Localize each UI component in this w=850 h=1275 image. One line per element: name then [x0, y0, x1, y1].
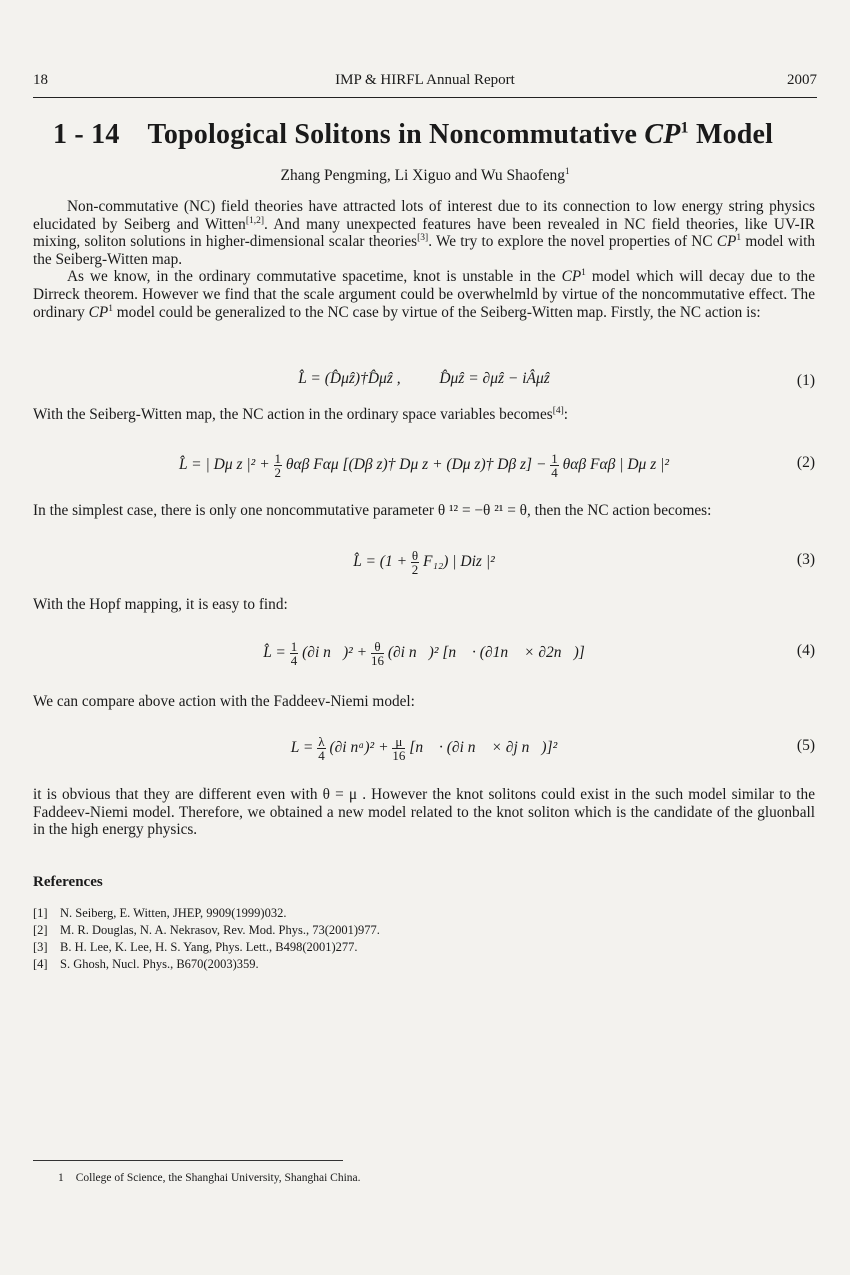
reference-item: [4] S. Ghosh, Nucl. Phys., B670(2003)359. — [33, 957, 259, 971]
report-year: 2007 — [787, 72, 817, 88]
title-cp: CP — [644, 119, 681, 150]
footnote-text: College of Science, the Shanghai University, Shanghai China. — [75, 1172, 361, 1184]
header-rule — [33, 97, 817, 98]
paragraph-6: We can compare above action with the Faddeev-Niemi model: — [33, 693, 415, 710]
footnote-rule — [33, 1160, 343, 1161]
journal-title: IMP & HIRFL Annual Report — [335, 72, 515, 88]
paragraph-4: In the simplest case, there is only one noncommutative parameter θ ¹² = −θ ²¹ = θ, then the NC action becomes: — [33, 502, 712, 519]
reference-item: [2] M. R. Douglas, N. A. Nekrasov, Rev. Mod. Phys., 73(2001)977. — [33, 923, 380, 937]
page-number: 18 — [33, 72, 48, 88]
paragraph-1: Non-commutative (NC) field theories have attracted lots of interest due to its connection to low energy string physics elucidated by Seiberg and Witten[1,2]. And many unexpected features have been revealed in NC field theories, like UV-IR mixing, soliton solutions in higher-dimensional scalar theories[3]. We try to explore the novel properties of NC CP$^1$ model with the Seiberg-Witten map. — [33, 198, 815, 268]
citation-4[interactable]: [4] — [552, 406, 564, 416]
title-cp-sup: 1 — [680, 119, 689, 137]
equation-number: (4) — [796, 642, 815, 659]
equation-5: L = $\frac{\lambda}{4}$ (∂i nᵃ)² + $\frac{\mu}{16}$ [n⃗ · (∂i n⃗ × ∂j n⃗)]² (5) — [290, 734, 815, 763]
author-line — [0, 166, 850, 185]
reference-list — [33, 905, 380, 973]
paragraph-5: With the Hopf mapping, it is easy to find: — [33, 596, 288, 613]
article-title — [33, 119, 823, 151]
equation-number: (3) — [796, 551, 815, 568]
reference-item: [3] B. H. Lee, K. Lee, H. S. Yang, Phys. Lett., B498(2001)277. — [33, 940, 358, 954]
article-body — [33, 198, 815, 839]
paragraph-2: As we know, in the ordinary commutative spacetime, knot is unstable in the CP$^1$ model which will decay due to the Dirreck theorem. However we find that the scale argument could be overwhelmld by virtue of the noncommutative effect. The ordinary CP$^1$ model could be generalized to the NC case by virtue of the Seiberg-Witten map. Firstly, the NC action is: — [33, 268, 815, 321]
footnote-mark: 1 — [58, 1172, 64, 1184]
paragraph-7: it is obvious that they are different even with θ = μ . However the knot solitons could exist in the such model similar to the Faddeev-Niemi model. Therefore, we obtained a new model related to the knot soliton which is the candidate of the gluonball in the high energy physics. — [33, 786, 815, 839]
equation-number: (5) — [796, 737, 815, 754]
running-header — [33, 72, 817, 94]
article-number: 1 - 14 — [53, 119, 120, 150]
equation-1: L̂ = (D̂μẑ)†D̂μẑ , D̂μẑ = ∂μẑ − iÂμẑ (1) — [298, 370, 815, 389]
reference-item: [1] N. Seiberg, E. Witten, JHEP, 9909(1999)032. — [33, 906, 287, 920]
footnote — [58, 1172, 361, 1184]
author-affiliation-mark: 1 — [565, 166, 570, 176]
equation-2: L̂ = | Dμ z |² + $\frac{1}{2}$ θαβ Fαμ [(Dβ z)† Dμ z + (Dμ z)† Dβ z] − $\frac{1}{4}$ θαβ Fαβ | Dμ z |² (2) — [178, 451, 815, 480]
authors: Zhang Pengming, Li Xiguo and Wu Shaofeng — [280, 167, 565, 185]
title-end: Model — [688, 119, 774, 150]
equation-number: (1) — [796, 372, 815, 389]
equation-3: L̂ = (1 + $\frac{\theta}{2}$ F₁₂) | Diz |² (3) — [353, 548, 815, 577]
title-main: Topological Solitons in Noncommutative — [147, 119, 645, 150]
references-heading: References — [33, 874, 103, 890]
equation-4: L̂ = $\frac{1}{4}$ (∂i n⃗)² + $\frac{\theta}{16}$ (∂i n⃗)² [n⃗ · (∂1n⃗ × ∂2n⃗)] (4) — [263, 639, 815, 668]
citation-1-2[interactable]: [1,2] — [245, 215, 265, 226]
equation-number: (2) — [796, 454, 815, 471]
paragraph-3: With the Seiberg-Witten map, the NC action in the ordinary space variables becomes[4]: — [33, 406, 569, 423]
citation-3[interactable]: [3] — [417, 233, 429, 244]
